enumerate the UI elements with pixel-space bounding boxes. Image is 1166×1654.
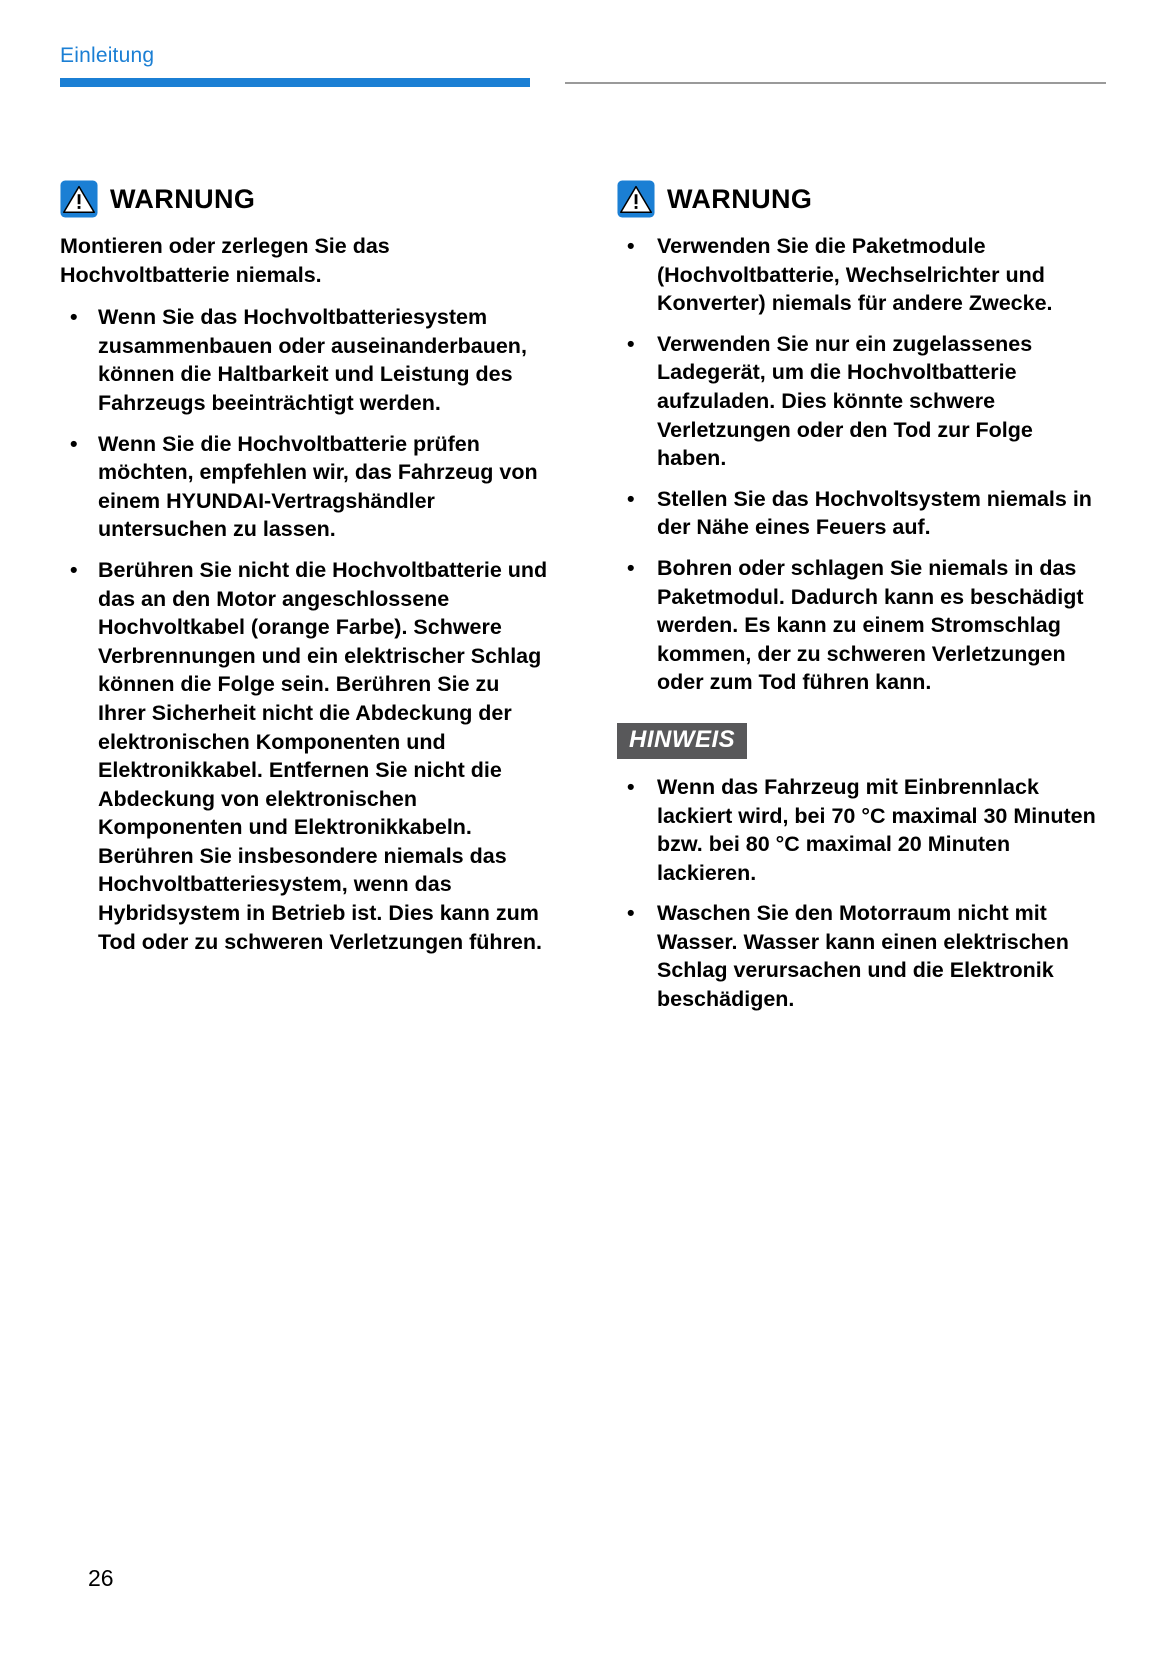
page-number: 26 <box>88 1565 114 1591</box>
bullet-marker: • <box>627 774 635 799</box>
left-column <box>60 180 549 1014</box>
list-item-text: Wenn Sie das Hochvoltbatteriesystem zusammenbauen oder auseinanderbauen, können die Haltbarkeit und Leistung des Fahrzeugs beeinträchtigt werden. <box>98 305 527 415</box>
list-item-text: Waschen Sie den Motorraum nicht mit Wasser. Wasser kann einen elektrischen Schlag verursachen und die Elektronik beschädigen. <box>657 901 1069 1012</box>
list-item <box>617 330 1106 473</box>
bullet-marker: • <box>627 331 635 356</box>
list-item <box>617 899 1106 1013</box>
list-item <box>617 773 1106 887</box>
bullet-marker: • <box>70 305 78 330</box>
list-item <box>617 232 1106 318</box>
warning-lead-left: Montieren oder zerlegen Sie das Hochvoltbatterie niemals. <box>60 234 390 287</box>
bullet-marker: • <box>627 234 635 258</box>
list-item-text: Verwenden Sie nur ein zugelassenes Ladegerät, um die Hochvoltbatterie aufzuladen. Dies könnte schwere Verletzungen oder den Tod zur Folge haben. <box>657 331 1033 471</box>
bullet-marker: • <box>70 431 78 456</box>
warning-bullet-list-right <box>617 232 1106 697</box>
list-item-text: Verwenden Sie die Paketmodule (Hochvoltbatterie, Wechselrichter und Konverter) niemals für andere Zwecke. <box>657 234 1053 316</box>
list-item-text: Wenn Sie die Hochvoltbatterie prüfen möchten, empfehlen wir, das Fahrzeug von einem HYUNDAI-Vertragshändler untersuchen zu lassen. <box>98 431 538 542</box>
notice-label: HINWEIS <box>617 723 747 759</box>
header-rule-grey <box>565 82 1106 84</box>
warning-triangle-icon <box>60 180 98 218</box>
list-item-text: Wenn das Fahrzeug mit Einbrennlack lackiert wird, bei 70 °C maximal 30 Minuten bzw. bei 80 °C maximal 20 Minuten lackieren. <box>657 774 1096 885</box>
header-rules <box>60 78 1106 88</box>
warning-bullet-list-left <box>60 303 549 956</box>
section-title: Einleitung <box>60 44 155 67</box>
notice-bullet-list <box>617 773 1106 1014</box>
warning-heading-right <box>617 180 1106 218</box>
list-item <box>617 485 1106 542</box>
right-column <box>617 180 1106 1014</box>
content-columns <box>60 180 1106 1014</box>
bullet-marker: • <box>627 486 635 511</box>
warning-heading-left <box>60 180 549 218</box>
list-item-text: Stellen Sie das Hochvoltsystem niemals in der Nähe eines Feuers auf. <box>657 486 1092 540</box>
list-item-text: Berühren Sie nicht die Hochvoltbatterie und das an den Motor angeschlossene Hochvoltkabel (orange Farbe). Schwere Verbrennungen und ein elektrischer Schlag können die Folge sein. Berühren Sie zu Ihrer Sicherheit nicht die Abdeckung der elektronischen Komponenten und Elektronikkabel. Entfernen Sie nicht die Abdeckung von elektronischen Komponenten und Elektronikkabeln. Berühren Sie insbesondere niemals das Hochvoltbatteriesystem, wenn das Hybridsystem in Betrieb ist. Dies kann zum Tod oder zu schweren Verletzungen führen. <box>98 557 548 954</box>
list-item <box>617 554 1106 697</box>
warning-label-left: WARNUNG <box>110 183 256 214</box>
list-item <box>60 303 549 417</box>
list-item-text: Bohren oder schlagen Sie niemals in das Paketmodul. Dadurch kann es beschädigt werden. Es kann zu einem Stromschlag kommen, der zu schweren Verletzungen oder zum Tod führen kann. <box>657 555 1084 695</box>
page-header <box>60 44 1106 88</box>
bullet-marker: • <box>627 555 635 580</box>
bullet-marker: • <box>70 557 78 582</box>
list-item <box>60 556 549 956</box>
bullet-marker: • <box>627 901 635 926</box>
warning-label-right: WARNUNG <box>667 183 813 214</box>
list-item <box>60 430 549 544</box>
warning-triangle-icon <box>617 180 655 218</box>
header-rule-blue <box>60 78 530 87</box>
